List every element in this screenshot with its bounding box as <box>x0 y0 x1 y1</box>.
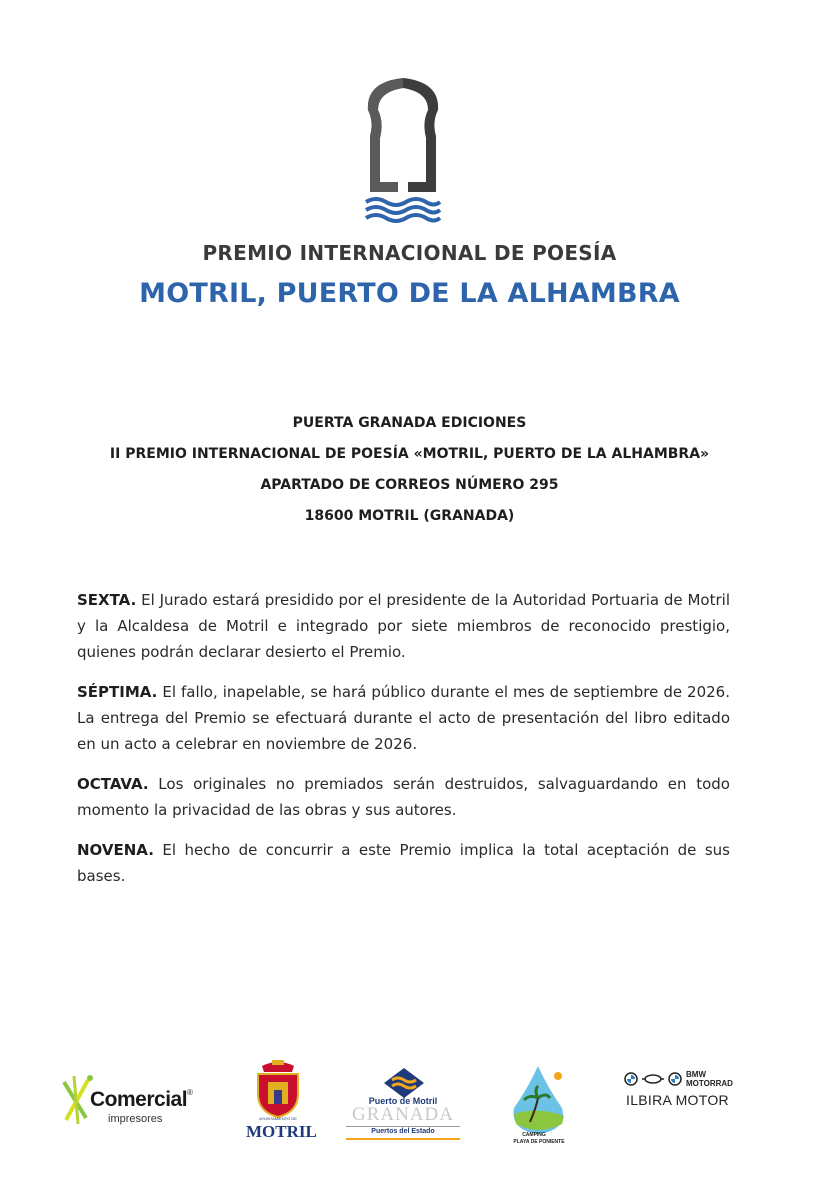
comercial-mark-icon <box>60 1074 94 1126</box>
clause-text: El Jurado estará presidido por el presidente de la Autoridad Portuaria de Motril y la Alcaldesa de Motril e integrado por siete miembros de reconocido prestigio, quienes podrán declarar desierto el Premio. <box>77 591 730 661</box>
clause-novena <box>77 837 730 889</box>
address-line-publisher: PUERTA GRANADA EDICIONES <box>292 415 527 431</box>
clause-text: Los originales no premiados serán destruidos, salvaguardando en todo momento la privacidad de las obras y sus autores. <box>77 775 730 819</box>
puerto-line1: Puerto de Motril <box>368 1096 438 1106</box>
sponsor-logos <box>0 1060 819 1160</box>
camping-drop-icon <box>508 1064 570 1136</box>
ayuntamiento-name: MOTRIL <box>246 1122 317 1141</box>
address-line-city: 18600 MOTRIL (GRANADA) <box>304 508 515 524</box>
clause-label: OCTAVA. <box>77 775 149 793</box>
arch-with-waves-logo <box>360 74 446 224</box>
comercial-name: Comercial <box>90 1088 188 1111</box>
coat-of-arms-icon <box>252 1060 304 1118</box>
puerto-underline <box>346 1138 460 1140</box>
ilbira-motor-logo <box>624 1070 744 1116</box>
puerto-line3: Puertos del Estado <box>371 1128 435 1135</box>
comercial-registered-mark: ® <box>187 1088 193 1097</box>
clause-label: NOVENA. <box>77 841 154 859</box>
clause-sexta <box>77 587 730 665</box>
puerto-line2: GRANADA <box>352 1104 454 1125</box>
ayuntamiento-caption: AYUNTAMIENTO DE <box>259 1116 297 1121</box>
comercial-sub: impresores <box>108 1113 163 1125</box>
camping-line1: CAMPING <box>522 1132 546 1138</box>
ilbira-name: ILBIRA MOTOR <box>626 1092 729 1108</box>
camping-playa-poniente-logo <box>506 1064 572 1150</box>
puerto-emblem-icon <box>384 1068 424 1098</box>
clause-label: SEXTA. <box>77 591 137 609</box>
address-line-po-box: APARTADO DE CORREOS NÚMERO 295 <box>260 477 559 493</box>
puerto-divider <box>346 1126 460 1127</box>
puerto-motril-logo <box>344 1068 462 1144</box>
ayuntamiento-motril-logo <box>246 1060 317 1142</box>
clause-text: El fallo, inapelable, se hará público durante el mes de septiembre de 2026. La entrega del Premio se efectuará durante el acto de presentación del libro editado en un acto a celebrar en noviembre de 2026. <box>77 683 730 753</box>
postal-address <box>0 412 819 536</box>
bmw-line2: MOTORRAD <box>686 1079 733 1088</box>
clause-octava <box>77 771 730 823</box>
prize-subtitle: MOTRIL, PUERTO DE LA ALHAMBRA <box>139 278 680 309</box>
comercial-impresores-logo <box>60 1074 200 1130</box>
camping-line2: PLAYA DE PONIENTE <box>513 1139 565 1145</box>
prize-title: PREMIO INTERNACIONAL DE POESÍA <box>202 241 617 265</box>
clause-septima <box>77 679 730 757</box>
bmw-mini-roundels-icon <box>624 1072 682 1086</box>
clause-label: SÉPTIMA. <box>77 683 158 701</box>
clause-text: El hecho de concurrir a este Premio implica la total aceptación de sus bases. <box>77 841 730 885</box>
rules-text <box>77 587 730 903</box>
bmw-line1: BMW <box>686 1070 706 1079</box>
address-line-prize: II PREMIO INTERNACIONAL DE POESÍA «MOTRIL, PUERTO DE LA ALHAMBRA» <box>109 446 710 462</box>
